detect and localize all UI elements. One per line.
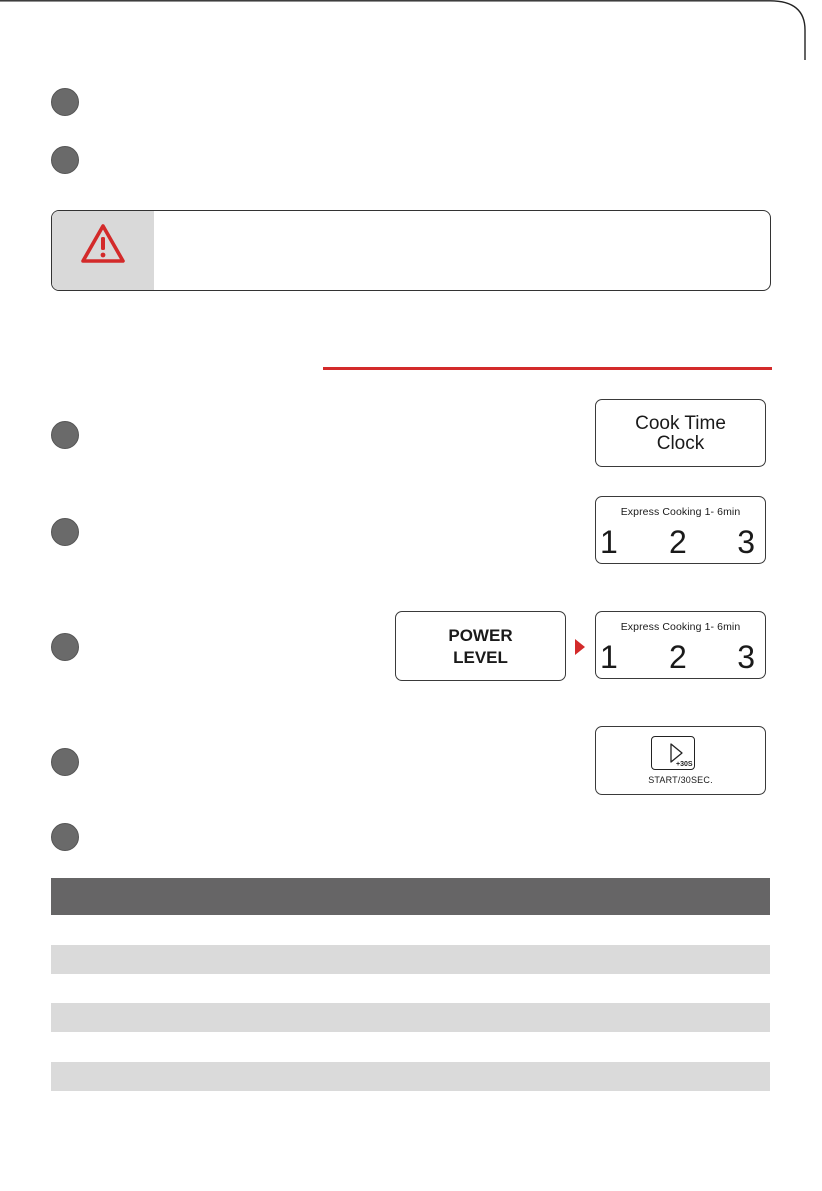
express-cooking-caption: Express Cooking 1- 6min [620,621,741,633]
play-icon [652,737,696,771]
plus-30s-badge: +30S [676,761,693,768]
step-marker-1 [51,421,79,449]
power-level-key[interactable] [395,611,566,681]
number-key-1[interactable]: 1 [600,639,618,675]
step-marker-5 [51,823,79,851]
page-corner-rule [0,0,822,60]
table-row [51,1003,770,1032]
table-row [51,945,770,974]
step-marker-4 [51,748,79,776]
number-key-1[interactable]: 1 [600,524,618,560]
start-30sec-label: START/30SEC. [648,775,713,785]
number-key-3[interactable]: 3 [737,639,755,675]
start-30sec-key[interactable] [595,726,766,795]
number-key-3[interactable]: 3 [737,524,755,560]
cook-time-clock-key[interactable] [595,399,766,467]
level-label: LEVEL [453,648,508,667]
table-row [51,1062,770,1091]
clock-label: Clock [656,433,705,454]
express-cooking-key[interactable] [595,611,766,679]
section-divider [323,367,772,370]
cook-time-label: Cook Time [635,413,726,434]
number-key-2[interactable]: 2 [669,639,687,675]
number-key-2[interactable]: 2 [669,524,687,560]
step-marker-1 [51,88,79,116]
warning-triangle-icon [80,223,126,265]
next-arrow-icon [575,639,585,655]
warning-icon-cell [52,211,154,290]
express-cooking-caption: Express Cooking 1- 6min [620,506,741,518]
start-button-face[interactable] [651,736,695,770]
power-label: POWER [448,626,513,645]
express-cooking-key[interactable] [595,496,766,564]
table-header [51,878,770,915]
warning-box [51,210,771,291]
step-marker-2 [51,146,79,174]
step-marker-3 [51,633,79,661]
step-marker-2 [51,518,79,546]
